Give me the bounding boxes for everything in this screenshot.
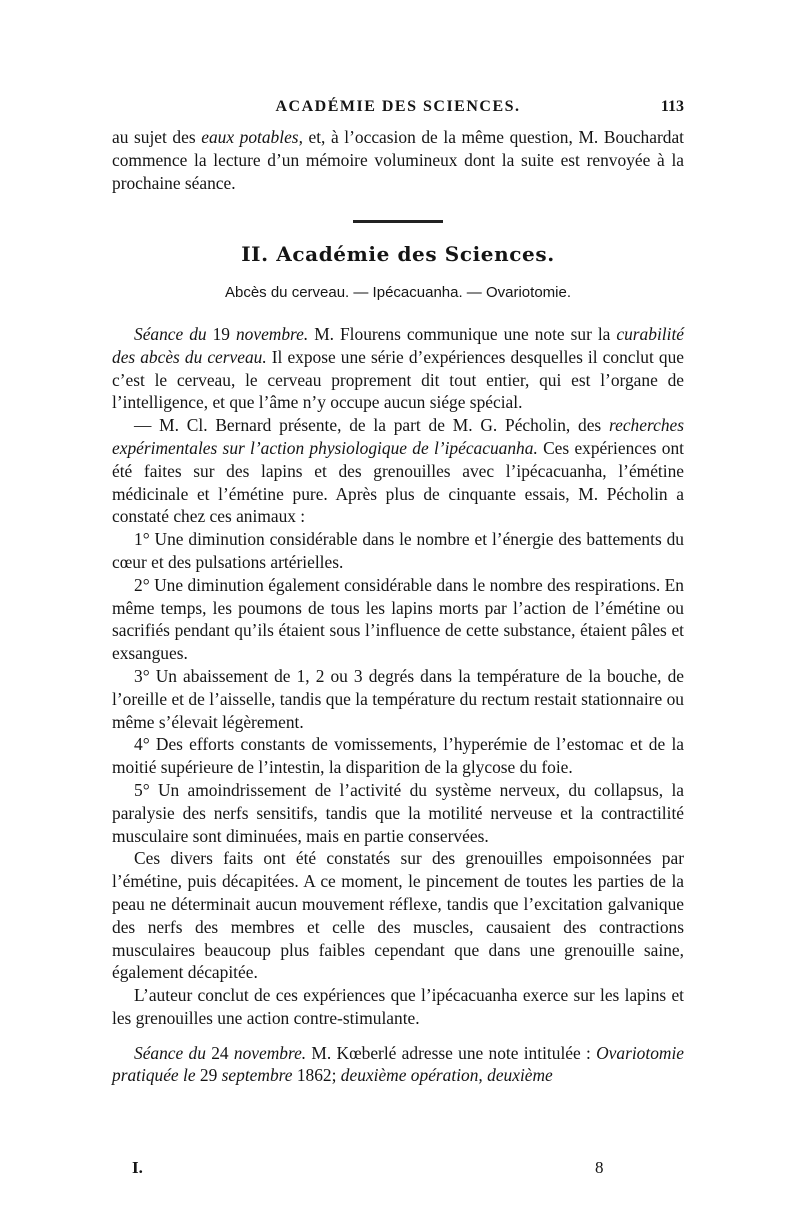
paragraph-flourens xyxy=(112,323,684,414)
page-number: 113 xyxy=(660,98,684,115)
paragraph-finding-2: 2° Une diminution également considérable dans le nombre des respirations. En même temps, les poumons de tous les lapins morts par l’action de l’émétine ou sacrifiés pendant qu’ils étaient sous l’influence de cette substance, étaient pâles et exsangues. xyxy=(112,574,684,664)
text-run: et, à l’occasion de la même question, M. Bouchardat commence la lecture d’un mémoire volumineux dont la suite est renvoyée à la prochaine séance. xyxy=(112,127,685,193)
paragraph-bernard xyxy=(112,414,684,528)
text-run: 29 xyxy=(195,1065,222,1086)
text-run: Ces expériences ont été faites sur des lapins et des grenouilles avec l’ipécacuanha, l’émétine médicinale et l’émétine pure. Après plus de cinquante essais, M. Pécholin a constaté chez ces animaux : xyxy=(112,437,685,527)
section-subtitle: Abcès du cerveau. — Ipécacuanha. — Ovariotomie. xyxy=(224,284,571,302)
italic-run: curabilité des abcès du cerveau. xyxy=(112,323,684,367)
text-run: 1862; xyxy=(292,1065,341,1086)
italic-run: deuxième opération, deuxième xyxy=(340,1065,553,1086)
running-head xyxy=(112,98,684,120)
text-run: 24 xyxy=(205,1042,234,1063)
italic-run: recherches expérimentales sur l’action physiologique de l’ipécacuanha. xyxy=(112,415,684,458)
italic-run: Séance du xyxy=(134,1042,206,1063)
text-run: M. Flourens communique une note sur la xyxy=(308,323,617,344)
page-footer xyxy=(112,1158,684,1182)
paragraph-koeberle xyxy=(112,1042,684,1088)
italic-run: novembre. xyxy=(235,323,309,344)
paragraph-finding-3: 3° Un abaissement de 1, 2 ou 3 degrés dans la température de la bouche, de l’oreille et de l’aisselle, tandis que la température du rectum restait stationnaire ou même s’élevait légèrement. xyxy=(112,665,684,732)
signature-mark-right: 8 xyxy=(595,1158,604,1177)
italic-run: eaux potables, xyxy=(201,127,303,147)
italic-run: Ovariotomie pratiquée le xyxy=(112,1042,685,1086)
paragraph-finding-4: 4° Des efforts constants de vomissements, l’hyperémie de l’estomac et de la moitié supérieure de l’intestin, la disparition de la glycose du foie. xyxy=(112,734,684,778)
italic-run: Séance du xyxy=(134,323,207,344)
section-divider xyxy=(353,220,443,223)
text-run: au sujet des xyxy=(112,127,202,147)
running-title: ACADÉMIE DES SCIENCES. xyxy=(275,98,521,115)
text-run: Il expose une série d’expériences desquelles il conclut que c’est le cerveau, le cerveau proprement dit tout entier, qui est l’organe de l’intelligence, et que l’âme n’y occupe aucun siége spécial. xyxy=(112,346,684,413)
italic-run: septembre xyxy=(221,1065,293,1086)
text-run: M. Kœberlé adresse une note intitulée : xyxy=(306,1042,597,1063)
body-text xyxy=(112,126,684,1087)
paragraph-finding-5: 5° Un amoindrissement de l’activité du système nerveux, du collapsus, la paralysie des nerfs sensitifs, tandis que la motilité nerveuse et la contractilité musculaire sont diminuées, mais en partie conservées. xyxy=(112,779,684,846)
paragraph-continuation xyxy=(112,126,684,194)
text-run: — M. Cl. Bernard présente, de la part de M. G. Pécholin, des xyxy=(134,415,609,436)
paragraph-conclusion: L’auteur conclut de ces expériences que l’ipécacuanha exerce sur les lapins et les grenouilles une action contre-stimulante. xyxy=(112,985,684,1028)
signature-mark-left: I. xyxy=(132,1158,143,1177)
italic-run: novembre. xyxy=(233,1042,307,1063)
section-heading: II. Académie des Sciences. xyxy=(241,242,555,267)
paragraph-finding-1: 1° Une diminution considérable dans le nombre et l’énergie des battements du cœur et des pulsations artérielles. xyxy=(112,529,684,572)
text-run: 19 xyxy=(206,323,236,344)
paragraph-frogs: Ces divers faits ont été constatés sur des grenouilles empoisonnées par l’émétine, puis décapitées. A ce moment, le pincement de toutes les parties de la peau ne déterminait aucun mouvement réflexe, tandis que l’excitation galvanique des nerfs des membres et celle des muscles, causaient des contractions musculaires beaucoup plus faibles cependant que dans une grenouille saine, également décapitée. xyxy=(112,848,684,983)
